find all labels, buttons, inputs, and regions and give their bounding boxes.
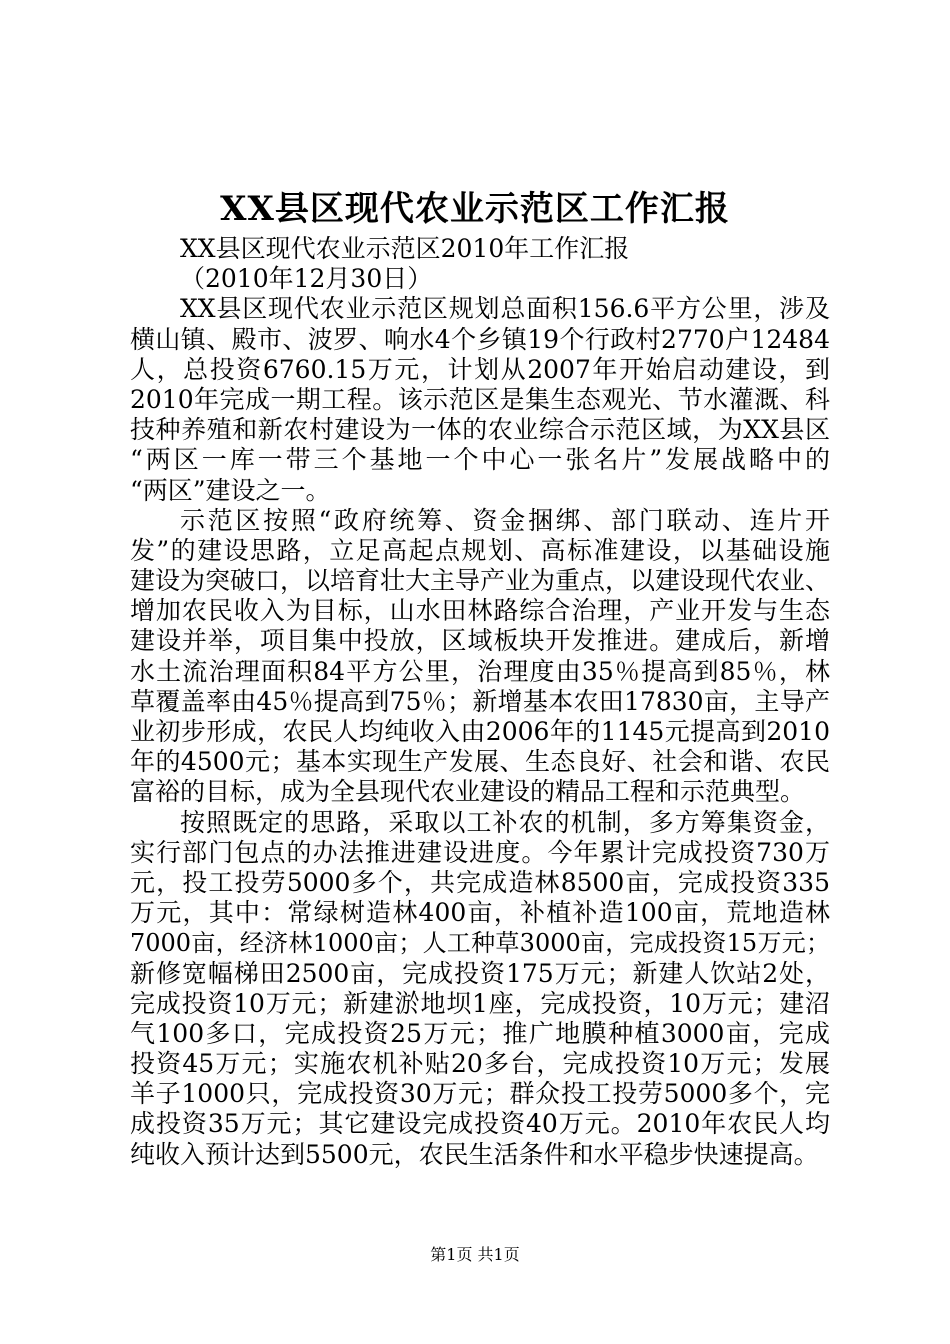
text-line: 技种养殖和新农村建设为一体的农业综合示范区域，为XX县区: [130, 415, 830, 445]
text-line: 纯收入预计达到5500元，农民生活条件和水平稳步快速提高。: [130, 1139, 819, 1169]
text-line: 成投资35万元；其它建设完成投资40万元。2010年农民人均: [130, 1109, 830, 1139]
text-line: 水土流治理面积84平方公里，治理度由35％提高到85％，林: [130, 656, 830, 686]
text-line: 示范区按照“政府统筹、资金捆绑、部门联动、连片开: [180, 505, 830, 535]
text-line: 发”的建设思路，立足高起点规划、高标准建设，以基础设施: [130, 535, 830, 565]
document-body: [130, 234, 830, 1170]
text-line: 完成投资10万元；新建淤地坝1座，完成投资，10万元；建沼: [130, 988, 830, 1018]
text-line: 草覆盖率由45％提高到75％；新增基本农田17830亩，主导产: [130, 686, 830, 716]
text-line: 人，总投资6760.15万元，计划从2007年开始启动建设，到: [130, 354, 830, 384]
text-line: 元，投工投劳5000多个，共完成造林8500亩，完成投资335: [130, 867, 830, 897]
text-line: 富裕的目标，成为全县现代农业建设的精品工程和示范典型。: [130, 777, 806, 807]
text-line: 7000亩，经济林1000亩；人工种草3000亩，完成投资15万元；: [130, 929, 830, 958]
page-footer: 第1页 共1页: [430, 1245, 520, 1264]
text-line: “两区一库一带三个基地一个中心一张名片”发展战略中的: [130, 445, 830, 475]
text-line: 实行部门包点的办法推进建设进度。今年累计完成投资730万: [130, 837, 830, 867]
text-line: 万元，其中：常绿树造林400亩，补植补造100亩，荒地造林: [130, 898, 830, 928]
text-line: XX县区现代农业示范区规划总面积156.6平方公里，涉及: [180, 294, 830, 324]
text-line: 横山镇、殿市、波罗、响水4个乡镇19个行政村2770户12484: [130, 324, 830, 354]
text-line: 业初步形成，农民人均纯收入由2006年的1145元提高到2010: [130, 717, 830, 746]
text-line: 建设为突破口，以培育壮大主导产业为重点，以建设现代农业、: [130, 566, 831, 596]
text-line: 气100多口，完成投资25万元；推广地膜种植3000亩，完成: [130, 1018, 830, 1048]
text-line: 2010年完成一期工程。该示范区是集生态观光、节水灌溉、科: [130, 384, 830, 414]
text-line: 羊子1000只，完成投资30万元；群众投工投劳5000多个，完: [130, 1079, 830, 1109]
text-line: XX县区现代农业示范区2010年工作汇报: [180, 234, 630, 263]
text-line: “两区”建设之一。: [130, 475, 331, 505]
text-line: （2010年12月30日）: [180, 264, 433, 294]
document-title: XX县区现代农业示范区工作汇报: [220, 189, 730, 229]
text-line: 增加农民收入为目标，山水田林路综合治理，产业开发与生态: [130, 596, 830, 626]
text-line: 新修宽幅梯田2500亩，完成投资175万元；新建人饮站2处，: [130, 958, 830, 988]
text-line: 投资45万元；实施农机补贴20多台，完成投资10万元；发展: [130, 1049, 830, 1079]
text-line: 建设并举，项目集中投放，区域板块开发推进。建成后，新增: [130, 626, 830, 656]
text-line: 年的4500元；基本实现生产发展、生态良好、社会和谐、农民: [130, 747, 830, 777]
text-line: 按照既定的思路，采取以工补农的机制，多方筹集资金，: [180, 807, 830, 837]
